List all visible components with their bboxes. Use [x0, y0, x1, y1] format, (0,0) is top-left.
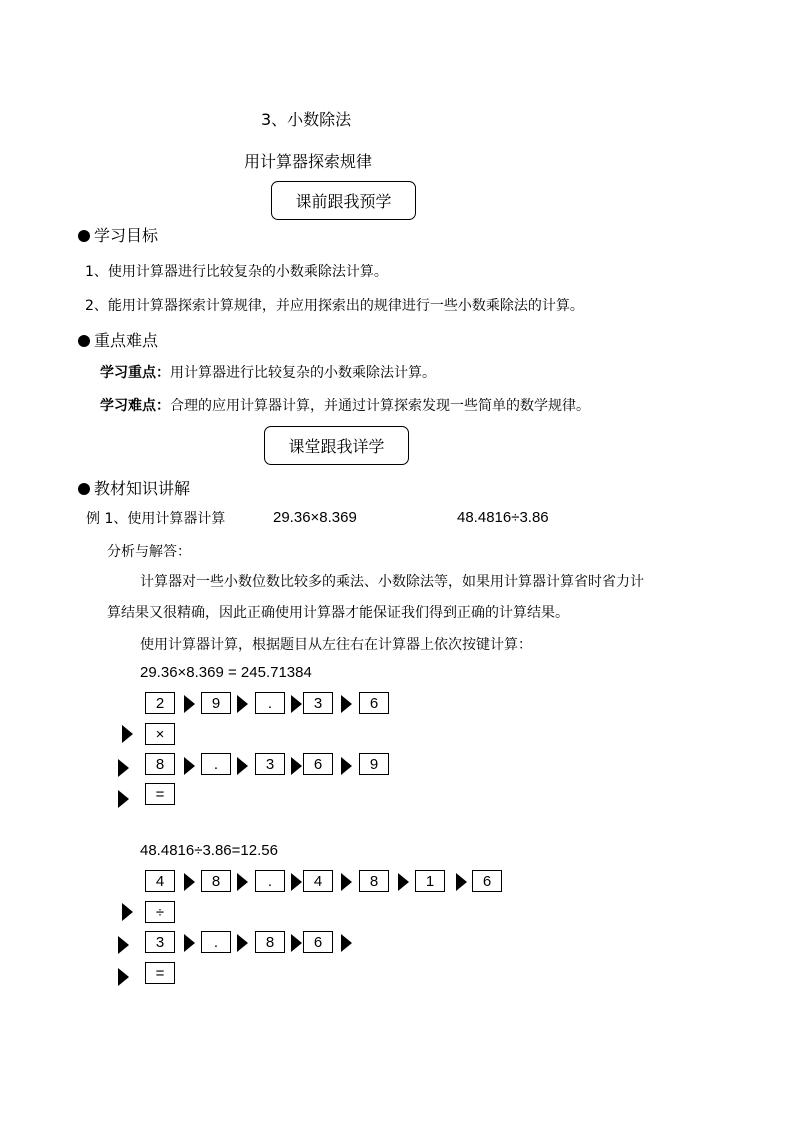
- calculator-key: 6: [472, 870, 502, 892]
- bullet-icon: [78, 483, 90, 495]
- arrow-icon: [291, 873, 302, 891]
- calculator-key-equals: =: [145, 962, 175, 984]
- example-label: 例 1、使用计算器计算: [86, 511, 226, 527]
- class-study-label: 课堂跟我详学: [288, 437, 385, 456]
- title-text: 3、小数除法: [261, 110, 352, 129]
- arrow-icon: [341, 695, 352, 713]
- arrow-icon: [291, 757, 302, 775]
- calculator-key: 3: [255, 753, 285, 775]
- calculator-key-multiply: ×: [145, 723, 175, 745]
- paragraph-line: 使用计算器计算，根据题目从左往右在计算器上依次按键计算：: [140, 637, 532, 653]
- bullet-icon: [78, 230, 90, 242]
- calculator-key: 9: [359, 753, 389, 775]
- arrow-icon: [341, 934, 352, 952]
- paragraph-line: 算结果又很精确，因此正确使用计算器才能保证我们得到正确的计算结果。: [107, 605, 569, 621]
- example-expression-1: 29.36×8.369: [273, 509, 357, 526]
- class-study-banner: [264, 426, 409, 465]
- arrow-icon: [118, 790, 129, 808]
- goal-item: 2、能用计算器探索计算规律，并应用探索出的规律进行一些小数乘除法的计算。: [85, 298, 584, 314]
- arrow-icon: [122, 725, 133, 743]
- calculator-key: .: [255, 870, 285, 892]
- section-learning-goals: [78, 223, 158, 246]
- arrow-icon: [237, 873, 248, 891]
- arrow-icon: [398, 873, 409, 891]
- section-heading: 学习目标: [94, 226, 159, 245]
- calculator-key-divide: ÷: [145, 901, 175, 923]
- example-line: [86, 508, 225, 528]
- arrow-icon: [341, 757, 352, 775]
- arrow-icon: [184, 757, 195, 775]
- arrow-icon: [122, 903, 133, 921]
- calculator-key: .: [201, 753, 231, 775]
- difficulty-line: [100, 395, 590, 415]
- calculator-key: 2: [145, 692, 175, 714]
- goal-item: 1、使用计算器进行比较复杂的小数乘除法计算。: [85, 264, 388, 280]
- calculation-result-1: 29.36×8.369 = 245.71384: [140, 664, 312, 681]
- arrow-icon: [237, 695, 248, 713]
- document-title: [261, 107, 351, 130]
- pre-study-label: 课前跟我预学: [295, 192, 392, 211]
- arrow-icon: [341, 873, 352, 891]
- arrow-icon: [456, 873, 467, 891]
- calculator-key: 8: [145, 753, 175, 775]
- key-point-text: 用计算器进行比较复杂的小数乘除法计算。: [170, 365, 436, 381]
- calculator-key: .: [255, 692, 285, 714]
- calculator-key: 9: [201, 692, 231, 714]
- key-point-label: 学习重点：: [100, 365, 170, 381]
- calculator-key: 3: [145, 931, 175, 953]
- pre-study-banner: [271, 181, 416, 220]
- calculator-key: 8: [201, 870, 231, 892]
- arrow-icon: [184, 873, 195, 891]
- calculator-key: 8: [255, 931, 285, 953]
- calculator-key: 4: [303, 870, 333, 892]
- difficulty-label: 学习难点：: [100, 398, 170, 414]
- arrow-icon: [184, 695, 195, 713]
- document-subtitle: [244, 149, 372, 172]
- analysis-label: 分析与解答：: [107, 544, 191, 560]
- paragraph-line: 计算器对一些小数位数比较多的乘法、小数除法等，如果用计算器计算省时省力计: [140, 574, 644, 590]
- section-key-points: [78, 328, 158, 351]
- arrow-icon: [118, 936, 129, 954]
- section-heading: 重点难点: [94, 331, 159, 350]
- arrow-icon: [291, 934, 302, 952]
- calculator-key: 4: [145, 870, 175, 892]
- arrow-icon: [237, 757, 248, 775]
- calculator-key: 6: [359, 692, 389, 714]
- example-expression-2: 48.4816÷3.86: [457, 509, 549, 526]
- calculator-key-equals: =: [145, 783, 175, 805]
- section-heading: 教材知识讲解: [94, 479, 191, 498]
- calculator-key: 1: [415, 870, 445, 892]
- calculator-key: 8: [359, 870, 389, 892]
- calculator-key: 6: [303, 931, 333, 953]
- calculator-key: 3: [303, 692, 333, 714]
- section-textbook: [78, 476, 190, 499]
- calculator-key: .: [201, 931, 231, 953]
- calculation-result-2: 48.4816÷3.86=12.56: [140, 842, 278, 859]
- arrow-icon: [184, 934, 195, 952]
- arrow-icon: [237, 934, 248, 952]
- key-point-line: [100, 362, 436, 382]
- subtitle-text: 用计算器探索规律: [244, 152, 373, 171]
- calculator-key: 6: [303, 753, 333, 775]
- difficulty-text: 合理的应用计算器计算，并通过计算探索发现一些简单的数学规律。: [170, 398, 590, 414]
- arrow-icon: [291, 695, 302, 713]
- arrow-icon: [118, 968, 129, 986]
- bullet-icon: [78, 335, 90, 347]
- arrow-icon: [118, 759, 129, 777]
